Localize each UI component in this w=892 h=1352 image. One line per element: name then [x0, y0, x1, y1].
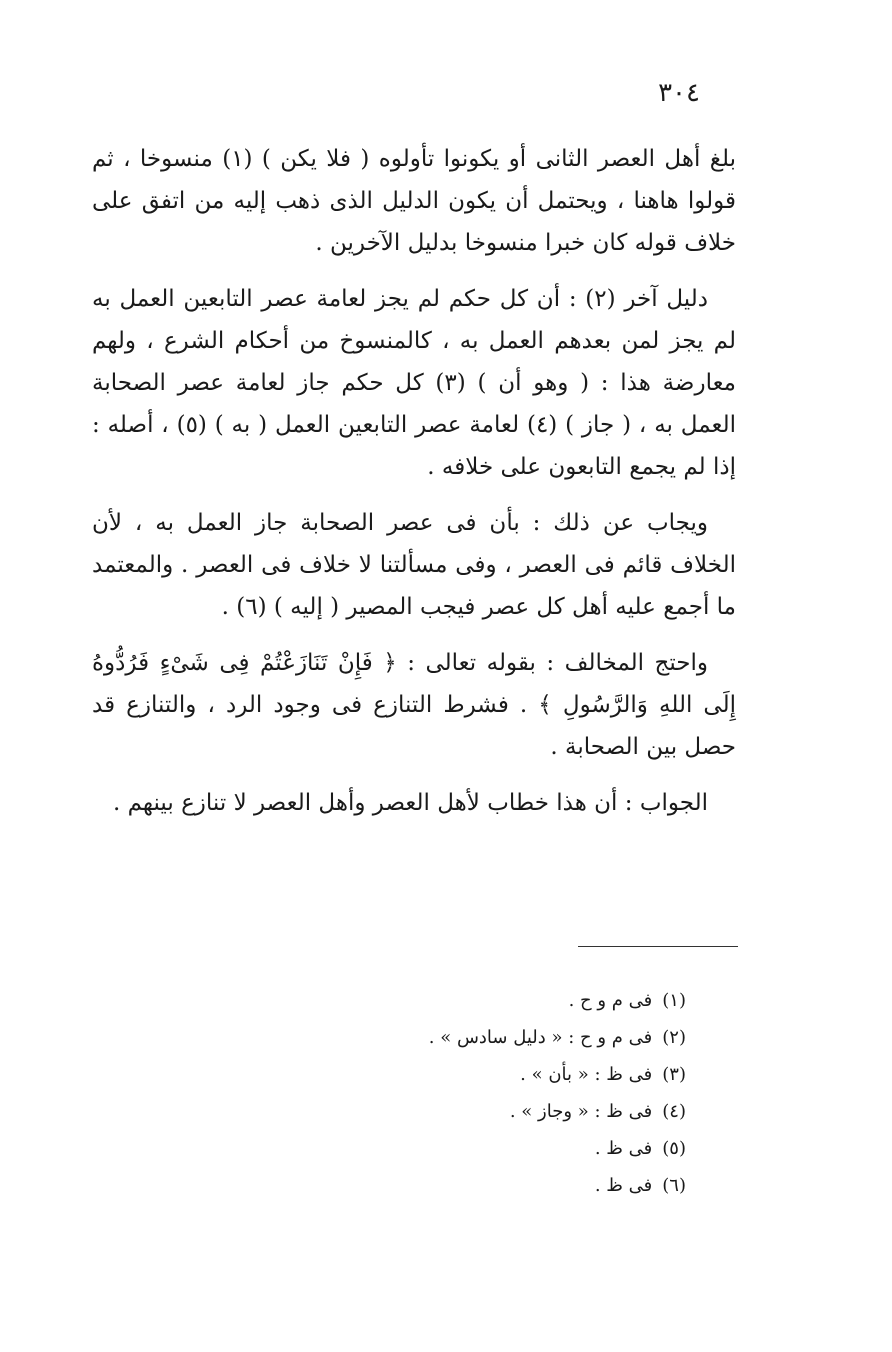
footnote-number: (٦): [662, 1175, 686, 1196]
main-text: [92, 138, 736, 838]
footnote-number: (٤): [662, 1101, 686, 1122]
footnote-separator: [578, 946, 738, 947]
footnote-text: فى م و ح : « دليل سادس » .: [428, 1027, 653, 1048]
footnote-text: فى ظ : « وجاز » .: [509, 1101, 653, 1122]
footnote-4: [300, 1095, 686, 1128]
paragraph-1: بلغ أهل العصر الثانى أو يكونوا تأولوه ( فلا يكن ) (١) منسوخا ، ثم قولوا هاهنا ، ويحتمل أن يكون الدليل الذى ذهب إليه من اتفق على خلاف قوله كان خبرا منسوخا بدليل الآخرين .: [92, 146, 736, 256]
footnote-number: (٥): [662, 1138, 686, 1159]
footnote-text: فى ظ : « بأن » .: [520, 1064, 653, 1085]
paragraph-2: دليل آخر (٢) : أن كل حكم لم يجز لعامة عصر التابعين العمل به لم يجز لمن بعدهم العمل به ، كالمنسوخ من أحكام الشرع ، ولهم معارضة هذا : ( وهو أن ) (٣) كل حكم جاز لعامة عصر الصحابة العمل به ، ( جاز ) (٤) لعامة عصر التابعين العمل ( به ) (٥) ، أصله : إذا لم يجمع التابعون على خلافه .: [92, 286, 736, 480]
footnote-number: (٢): [662, 1027, 686, 1048]
footnotes: [300, 984, 686, 1206]
footnote-number: (١): [662, 990, 686, 1011]
footnote-3: [300, 1058, 686, 1091]
page-number: ٣٠٤: [658, 78, 700, 108]
footnote-text: فى م و ح .: [568, 990, 653, 1011]
footnote-6: [300, 1169, 686, 1202]
paragraph-3: ويجاب عن ذلك : بأن فى عصر الصحابة جاز العمل به ، لأن الخلاف قائم فى العصر ، وفى مسألتنا لا خلاف فى العصر . والمعتمد ما أجمع عليه أهل كل عصر فيجب المصير ( إليه ) (٦) .: [92, 510, 736, 620]
paragraph-5: الجواب : أن هذا خطاب لأهل العصر وأهل العصر لا تنازع بينهم .: [112, 790, 708, 816]
paragraph-4: واحتج المخالف : بقوله تعالى : ﴿ فَإِنْ تَنَازَعْتُمْ فِى شَىْءٍ فَرُدُّوهُ إِلَى اللهِ وَالرَّسُولِ ﴾ . فشرط التنازع فى وجود الرد ، والتنازع قد حصل بين الصحابة .: [92, 650, 736, 760]
footnote-text: فى ظ .: [594, 1175, 653, 1196]
footnote-text: فى ظ .: [594, 1138, 653, 1159]
footnote-2: [300, 1021, 686, 1054]
footnote-number: (٣): [662, 1064, 686, 1085]
footnote-5: [300, 1132, 686, 1165]
footnote-1: [300, 984, 686, 1017]
